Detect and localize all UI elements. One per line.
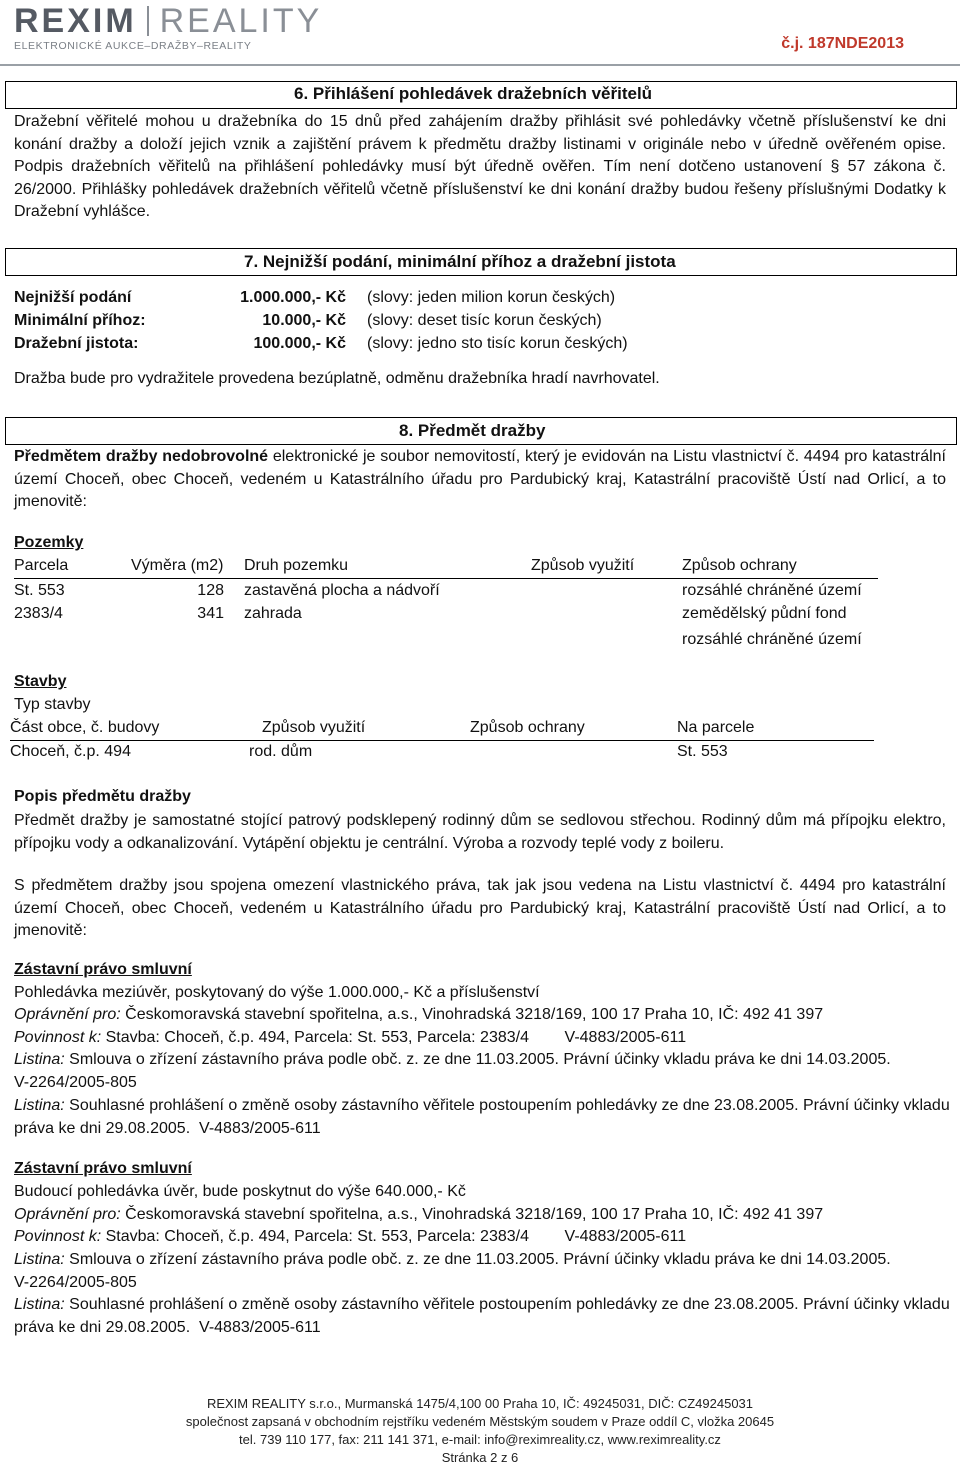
pozemky-col-parcela: Parcela xyxy=(14,557,69,574)
pozemky-col-druh: Druh pozemku xyxy=(244,557,349,574)
stavby-col-ochrana: Způsob ochrany xyxy=(470,719,585,736)
pozemek-ochrana-2: rozsáhlé chráněné území xyxy=(682,631,862,648)
footer-registry: společnost zapsaná v obchodním rejstříku vedeném Městským soudem v Praze oddíl C, vložka 20645 xyxy=(185,1414,775,1429)
page-number: Stránka 2 z 6 xyxy=(441,1450,519,1465)
lien-creditor: Oprávnění pro: Českomoravská stavební spořitelna, a.s., Vinohradská 3218/169, 100 17 Praha 10, IČ: 492 41 397 xyxy=(14,1206,824,1223)
pozemek-ochrana: rozsáhlé chráněné území xyxy=(682,582,862,599)
lien-title: Zástavní právo smluvní xyxy=(14,1160,192,1177)
pozemky-col-vyuziti: Způsob využití xyxy=(531,557,635,574)
popis-title: Popis předmětu dražby xyxy=(14,788,191,805)
pozemek-parcela: St. 553 xyxy=(14,582,65,599)
section8-intro-bold: Předmětem dražby nedobrovolné xyxy=(14,448,269,465)
pozemky-header-rule xyxy=(14,578,878,579)
min-increment-amount: 10.000,- Kč xyxy=(262,312,346,329)
pozemek-druh: zahrada xyxy=(244,605,302,622)
footer-contact: tel. 739 110 177, fax: 211 141 371, e-mail: info@reximreality.cz, www.reximreality.cz xyxy=(239,1432,721,1447)
section7-heading: 7. Nejnižší podání, minimální příhoz a dražební jistota xyxy=(244,252,676,271)
pozemek-ochrana: zemědělský půdní fond xyxy=(682,605,847,622)
lowest-bid-amount: 1.000.000,- Kč xyxy=(240,289,346,306)
stavby-col-parcela: Na parcele xyxy=(677,719,755,736)
section8-intro xyxy=(14,446,946,514)
pozemek-parcela: 2383/4 xyxy=(14,605,63,622)
stavba-cast: Choceň, č.p. 494 xyxy=(10,743,131,760)
lien-claim: Pohledávka meziúvěr, poskytovaný do výše 1.000.000,- Kč a příslušenství xyxy=(14,984,540,1001)
omezeni-text: S předmětem dražby jsou spojena omezení vlastnického práva, tak jak jsou vedena na Listu vlastnictví č. 4494 pro katastrální území Choceň, obec Choceň, vedeném u Katastrálního úřadu pro Pardubický kraj, Katastrální pracoviště Ústí nad Orlicí, a to jmenovitě: xyxy=(14,877,946,939)
lien-document-2: Listina: Souhlasné prohlášení o změně osoby zástavního věřitele postoupením pohledávky ze dne 23.08.2005. Právní účinky vkladu xyxy=(14,1097,950,1114)
stavby-title: Stavby xyxy=(14,673,67,690)
stavba-parcela: St. 553 xyxy=(677,743,728,760)
pozemek-vymera: 341 xyxy=(197,605,224,622)
lien-claim: Budoucí pohledávka úvěr, bude poskytnut do výše 640.000,- Kč xyxy=(14,1183,466,1200)
lien-obligation: Povinnost k: Stavba: Choceň, č.p. 494, Parcela: St. 553, Parcela: 2383/4 V-4883/2005-611 xyxy=(14,1029,687,1046)
lowest-bid-words: (slovy: jeden milion korun českých) xyxy=(367,289,616,306)
stavby-typ: Typ stavby xyxy=(14,696,91,713)
lien-document-2-cont: práva ke dni 29.08.2005. V-4883/2005-611 xyxy=(14,1120,321,1137)
header-rule xyxy=(0,64,960,66)
lien-document-2: Listina: Souhlasné prohlášení o změně osoby zástavního věřitele postoupením pohledávky ze dne 23.08.2005. Právní účinky vkladu xyxy=(14,1296,950,1313)
lien-document-1: Listina: Smlouva o zřízení zástavního práva podle obč. z. ze dne 11.03.2005. Právní účinky vkladu práva ke dni 14.03.2005. xyxy=(14,1051,891,1068)
section8-intro-text: elektronické je soubor nemovitostí, který je evidován na Listu vlastnictví č. 4494 pro katastrální území Choceň, obec Choceň, vedeném u Katastrálního úřadu pro Pardubický kraj, Katastrální pracoviště Ústí nad Orlicí, a to jmenovitě: xyxy=(14,448,946,510)
company-logo: REXIM REALITY xyxy=(14,2,323,40)
lien-document-2-cont: práva ke dni 29.08.2005. V-4883/2005-611 xyxy=(14,1319,321,1336)
lien-title: Zástavní právo smluvní xyxy=(14,961,192,978)
stavby-col-cast: Část obce, č. budovy xyxy=(10,719,160,736)
section6-heading: 6. Přihlášení pohledávek dražebních věřitelů xyxy=(294,84,653,103)
lien-document-1-ref: V-2264/2005-805 xyxy=(14,1274,137,1291)
min-increment-words: (slovy: deset tisíc korun českých) xyxy=(367,312,602,329)
logo-subtitle: ELEKTRONICKÉ AUKCE–DRAŽBY–REALITY xyxy=(14,40,252,52)
stavba-vyuziti: rod. dům xyxy=(249,743,313,760)
section8-heading: 8. Předmět dražby xyxy=(399,421,546,440)
pozemek-druh: zastavěná plocha a nádvoří xyxy=(244,582,440,599)
lien-creditor: Oprávnění pro: Českomoravská stavební spořitelna, a.s., Vinohradská 3218/169, 100 17 Praha 10, IČ: 492 41 397 xyxy=(14,1006,824,1023)
pozemky-col-vymera: Výměra (m2) xyxy=(131,557,224,574)
stavby-col-vyuziti: Způsob využití xyxy=(262,719,366,736)
deposit-label: Dražební jistota: xyxy=(14,335,139,352)
stavby-header-rule xyxy=(10,740,874,741)
deposit-words: (slovy: jedno sto tisíc korun českých) xyxy=(367,335,628,352)
lien-document-1-ref: V-2264/2005-805 xyxy=(14,1074,137,1091)
section6-paragraph: Dražební věřitelé mohou u dražebníka do 15 dnů před zahájením dražby přihlásit své pohledávky včetně příslušenství ke dni konání dražby a doloží jejich vznik a zajištění právem k předmětu dražby listinami v originále nebo v úředně ověřeném opise. Podpis dražebních věřitelů na přihlášení pohledávky musí být úředně ověřen. Tím není dotčeno ustanovení § 57 zákona č. 26/2000. Přihlášky pohledávek dražebních věřitelů včetně příslušenství ke dni konání dražby budou řešeny příslušnými Dodatky k Dražební vyhlášce. xyxy=(14,113,946,220)
footer-company: REXIM REALITY s.r.o., Murmanská 1475/4,100 00 Praha 10, IČ: 49245031, DIČ: CZ49245031 xyxy=(206,1396,754,1411)
logo-divider xyxy=(147,6,149,36)
pozemek-vymera: 128 xyxy=(197,582,224,599)
pozemky-title: Pozemky xyxy=(14,534,84,551)
popis-text: Předmět dražby je samostatné stojící patrový podsklepený rodinný dům se sedlovou střechou. Rodinný dům má přípojku elektro, přípojku vody a odkanalizování. Vytápění objektu je centrální. Výroba a rozvody teplé vody z boileru. xyxy=(14,812,946,852)
section7-note: Dražba bude pro vydražitele provedena bezúplatně, odměnu dražebníka hradí navrhovatel. xyxy=(14,370,660,387)
lowest-bid-label: Nejnižší podání xyxy=(14,289,132,306)
pozemky-col-ochrana: Způsob ochrany xyxy=(682,557,797,574)
lien-document-1: Listina: Smlouva o zřízení zástavního práva podle obč. z. ze dne 11.03.2005. Právní účinky vkladu práva ke dni 14.03.2005. xyxy=(14,1251,891,1268)
case-number: č.j. 187NDE2013 xyxy=(781,35,904,52)
deposit-amount: 100.000,- Kč xyxy=(253,335,346,352)
lien-obligation: Povinnost k: Stavba: Choceň, č.p. 494, Parcela: St. 553, Parcela: 2383/4 V-4883/2005-611 xyxy=(14,1228,687,1245)
min-increment-label: Minimální příhoz: xyxy=(14,312,146,329)
